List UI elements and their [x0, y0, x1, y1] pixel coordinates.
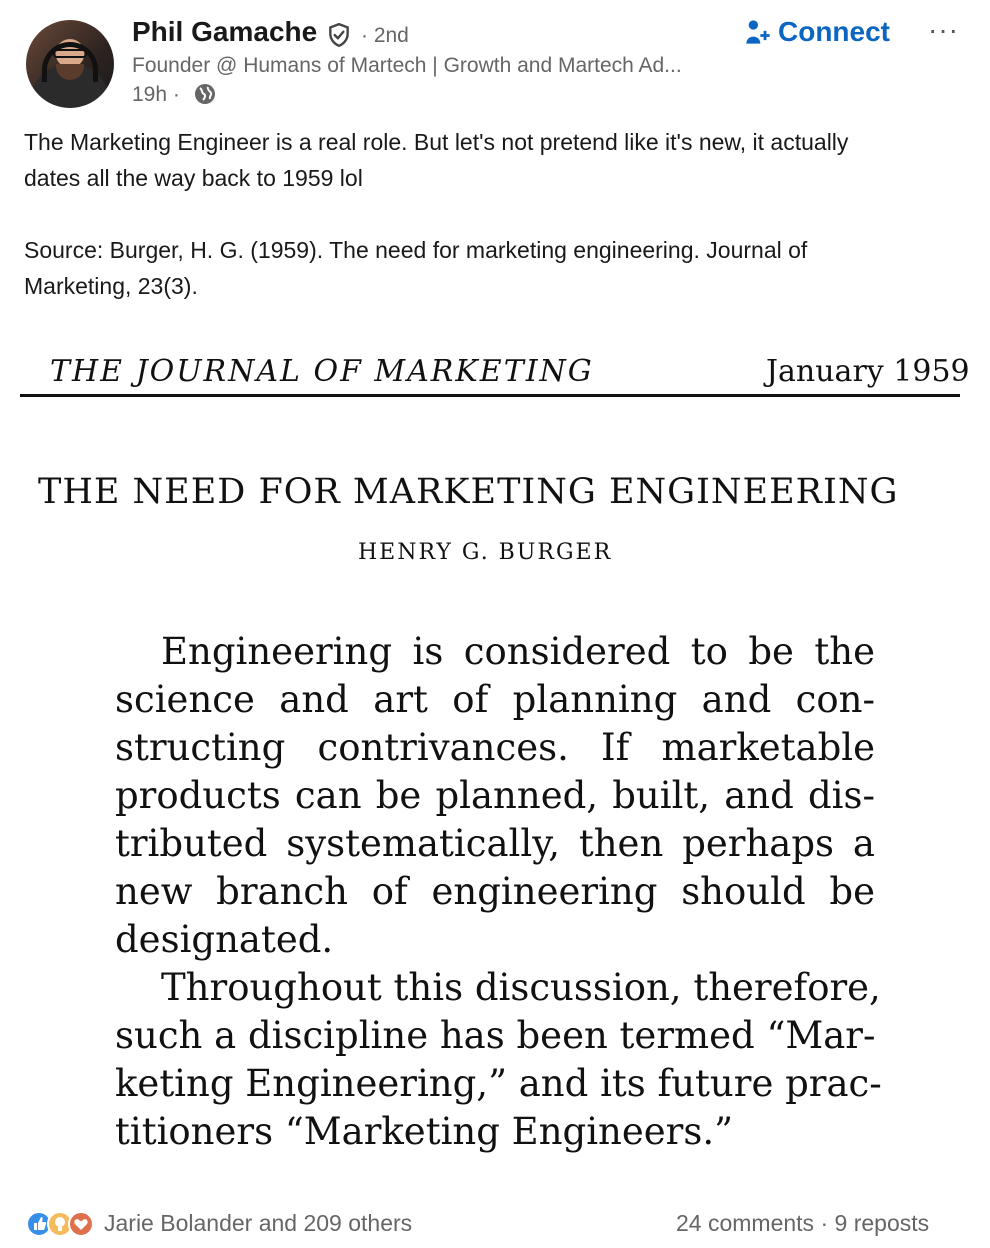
post-text — [24, 124, 974, 304]
paragraph-line: products can be planned, built, and dis- — [115, 774, 875, 817]
article-author: HENRY G. BURGER — [358, 540, 613, 565]
reactors-link[interactable]: Jarie Bolander and 209 others — [104, 1210, 413, 1236]
comments-link[interactable]: 24 comments — [676, 1210, 815, 1236]
post-image[interactable] — [0, 340, 990, 1170]
header-rule — [20, 394, 960, 397]
article-title: THE NEED FOR MARKETING ENGINEERING — [38, 472, 899, 512]
social-counts — [0, 1200, 990, 1248]
journal-date: January 1959 — [766, 354, 970, 389]
paragraph-line: Engineering is considered to be the — [161, 630, 875, 673]
reposts-link[interactable]: 9 reposts — [834, 1210, 930, 1236]
author-name[interactable]: Phil Gamache — [132, 16, 318, 47]
more-options-button[interactable]: ··· — [928, 14, 959, 45]
stats-separator: · — [820, 1210, 829, 1236]
paragraph-line: keting Engineering,” and its future prac- — [115, 1062, 882, 1105]
globe-icon — [193, 82, 217, 106]
post-text-line: dates all the way back to 1959 lol — [24, 165, 363, 191]
author-avatar[interactable] — [26, 20, 114, 108]
author-headline: Founder @ Humans of Martech | Growth and Martech Ad... — [132, 54, 682, 77]
paragraph-line: such a discipline has been termed “Mar- — [115, 1014, 876, 1057]
avatar-glasses-shape — [53, 49, 87, 58]
article-paragraph-2 — [115, 964, 882, 1156]
connect-button[interactable] — [744, 14, 890, 50]
paragraph-line: titioners “Marketing Engineers.” — [115, 1110, 734, 1153]
post-text-line: The Marketing Engineer is a real role. But let's not pretend like it's new, it actually — [24, 129, 849, 155]
reactions-icons[interactable] — [26, 1210, 98, 1238]
connect-label: Connect — [778, 16, 890, 47]
post-header — [0, 0, 990, 120]
paragraph-line: science and art of planning and con- — [115, 678, 875, 721]
paragraph-line: designated. — [115, 918, 334, 961]
article-paragraph-1 — [115, 628, 875, 964]
paragraph-line: structing contrivances. If marketable — [115, 726, 875, 769]
journal-name: THE JOURNAL OF MARKETING — [50, 354, 594, 389]
engagement-stats — [676, 1210, 929, 1237]
add-person-icon — [744, 18, 772, 46]
paragraph-line: new branch of engineering should be — [115, 870, 875, 913]
shield-check-icon — [326, 22, 352, 48]
post-text-line: Source: Burger, H. G. (1959). The need for marketing engineering. Journal of — [24, 237, 808, 263]
post-time: 19h · — [132, 83, 180, 106]
paragraph-line: tributed systematically, then perhaps a — [115, 822, 875, 865]
love-icon — [69, 1212, 93, 1236]
connection-degree: · 2nd — [361, 24, 409, 47]
post-text-line: Marketing, 23(3). — [24, 273, 198, 299]
paragraph-line: Throughout this discussion, therefore, — [161, 966, 881, 1009]
